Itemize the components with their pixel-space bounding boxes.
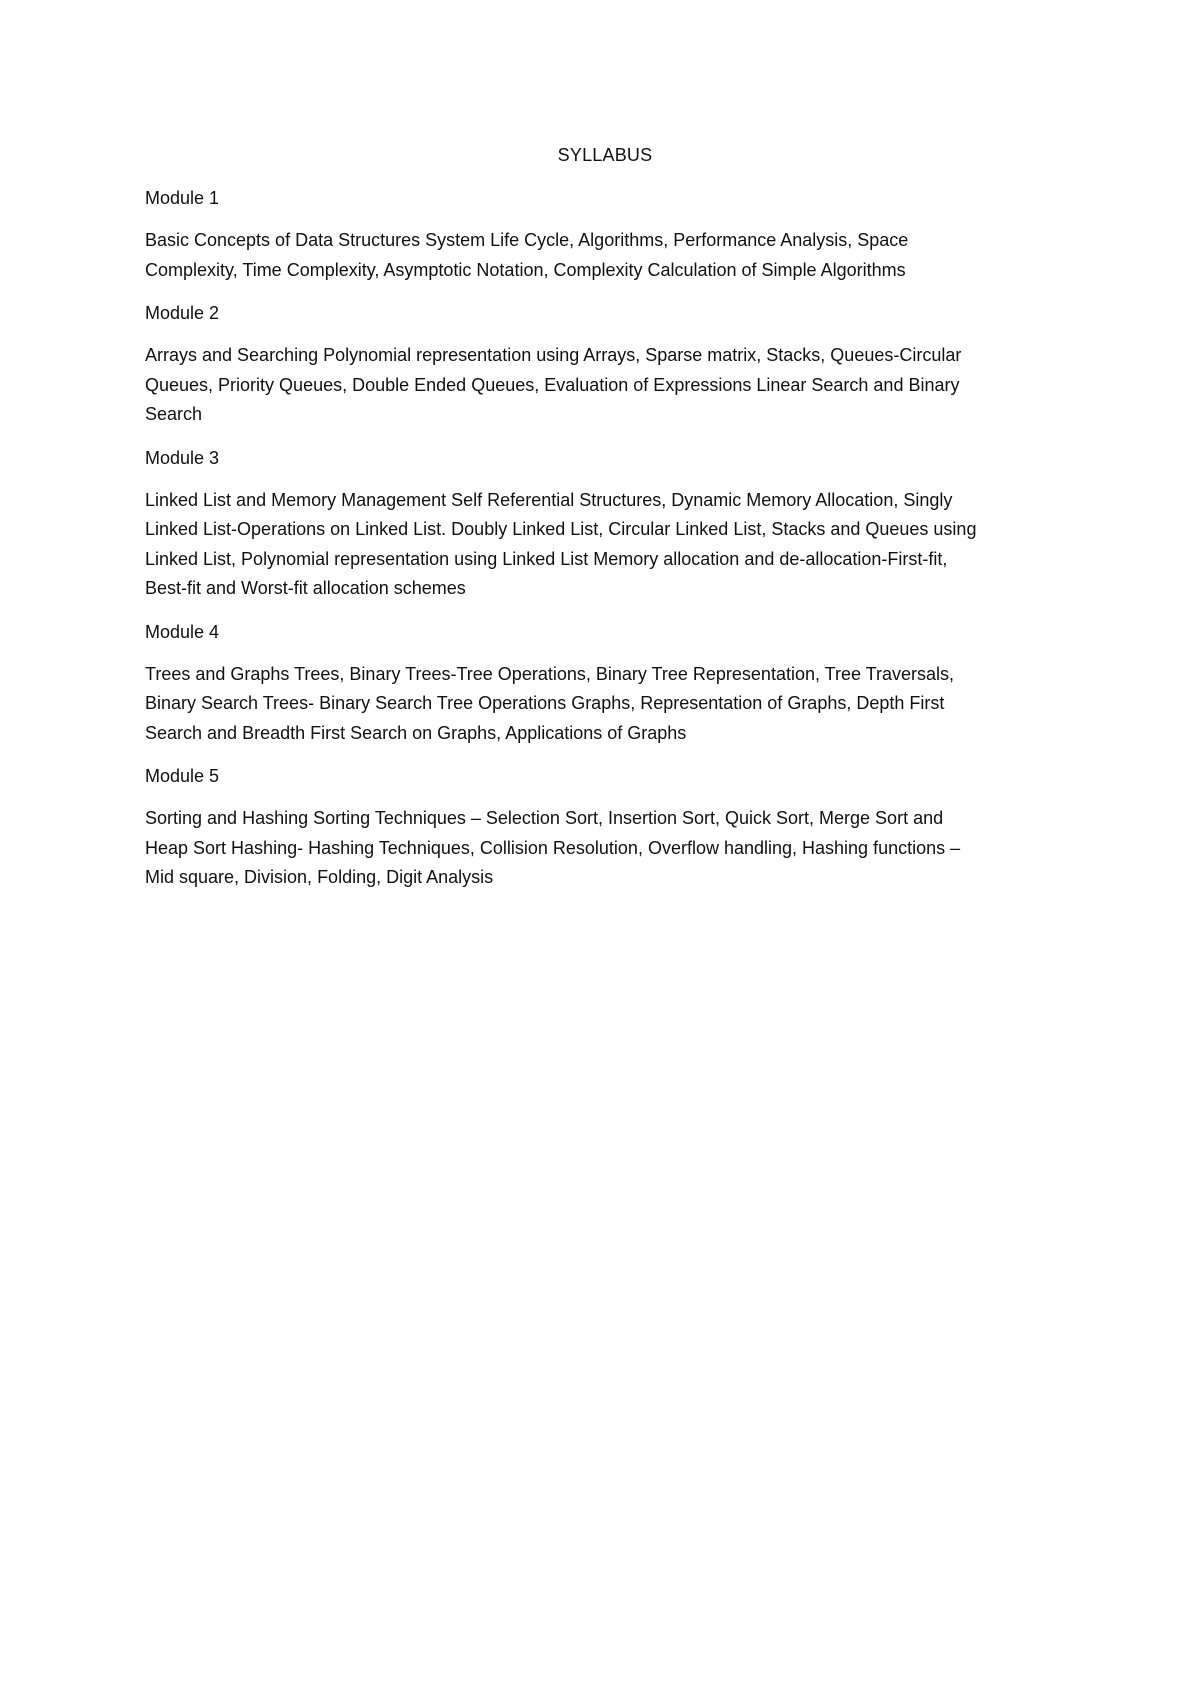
module-heading: Module 4 [145, 621, 220, 642]
text-line: Linked List, Polynomial representation using Linked List Memory allocation and de-allocation-First-fit, [145, 548, 948, 569]
text-line: Heap Sort Hashing- Hashing Techniques, Collision Resolution, Overflow handling, Hashing functions – [145, 837, 961, 858]
text-line: Binary Search Trees- Binary Search Tree Operations Graphs, Representation of Graphs, Depth First [145, 693, 945, 713]
module-section-5 [145, 764, 1065, 893]
text-line: Linked List-Operations on Linked List. Doubly Linked List, Circular Linked List, Stacks and Queues using [145, 519, 977, 539]
text-line: Queues, Priority Queues, Double Ended Queues, Evaluation of Expressions Linear Search and Binary [145, 374, 960, 395]
text-line: Complexity, Time Complexity, Asymptotic Notation, Complexity Calculation of Simple Algorithms [145, 259, 906, 280]
module-description [145, 660, 1065, 749]
text-line: Search [145, 404, 203, 424]
text-line: Best-fit and Worst-fit allocation schemes [145, 578, 466, 598]
text-line: Trees and Graphs Trees, Binary Trees-Tree Operations, Binary Tree Representation, Tree Traversals, [145, 663, 955, 684]
module-description [145, 804, 1065, 893]
module-heading: Module 5 [145, 766, 220, 786]
module-description [145, 226, 1065, 285]
module-section-3 [145, 446, 1065, 604]
module-heading: Module 1 [145, 188, 220, 208]
module-heading: Module 3 [145, 447, 220, 468]
text-line: Arrays and Searching Polynomial representation using Arrays, Sparse matrix, Stacks, Queues-Circular [145, 345, 962, 365]
module-section-4 [145, 620, 1065, 749]
module-description [145, 341, 1065, 430]
text-line: Linked List and Memory Management Self Referential Structures, Dynamic Memory Allocation, Singly [145, 489, 953, 510]
document-page [145, 145, 1065, 909]
module-description [145, 486, 1065, 604]
module-heading: Module 2 [145, 303, 220, 323]
text-line: Sorting and Hashing Sorting Techniques – Selection Sort, Insertion Sort, Quick Sort, Merge Sort and [145, 808, 944, 828]
module-section-1 [145, 186, 1065, 285]
text-line: Basic Concepts of Data Structures System Life Cycle, Algorithms, Performance Analysis, Space [145, 230, 909, 250]
page-title: SYLLABUS [557, 145, 653, 165]
text-line: Mid square, Division, Folding, Digit Analysis [145, 867, 494, 887]
module-section-2 [145, 301, 1065, 430]
text-line: Search and Breadth First Search on Graphs, Applications of Graphs [145, 722, 687, 743]
